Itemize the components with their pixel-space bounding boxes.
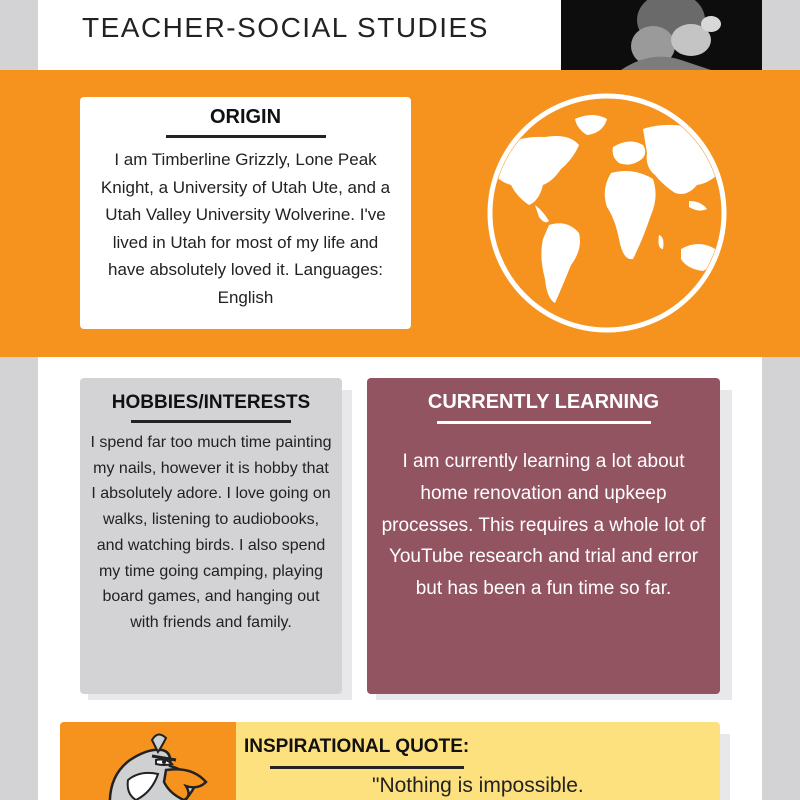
quote-heading: INSPIRATIONAL QUOTE: (244, 736, 470, 757)
hobbies-card (80, 378, 342, 694)
quote-text: "Nothing is impossible. (372, 774, 584, 797)
globe-icon (483, 89, 731, 342)
hobbies-heading: HOBBIES/INTERESTS (111, 392, 311, 413)
learning-text: I am currently learning a lot about home renovation and upkeep processes. This requires a whole lot of YouTube research and trial and error but has been a fun time so far. (381, 451, 706, 600)
profile-photo (561, 0, 762, 70)
learning-heading: CURRENTLY LEARNING (427, 391, 660, 413)
eagle-mascot-icon (100, 730, 210, 800)
hobbies-text: I spend far too much time painting my nails, however it is hobby that I absolutely adore. I love going on walks, listening to audiobooks, and watching birds. I also spend my time going camping, playing board games, and hanging out with friends and family. (90, 434, 332, 631)
job-title: TEACHER-SOCIAL STUDIES (82, 12, 489, 43)
quote-box (60, 722, 720, 800)
learning-card (367, 378, 720, 694)
origin-card (80, 97, 411, 329)
quote-divider (270, 766, 464, 769)
origin-text: I am Timberline Grizzly, Lone Peak Knight, a University of Utah Ute, and a Utah Valley University Wolverine. I've lived in Utah for most of my life and have absolutely loved it. Languages: English (100, 150, 391, 307)
origin-heading: ORIGIN (209, 106, 282, 128)
